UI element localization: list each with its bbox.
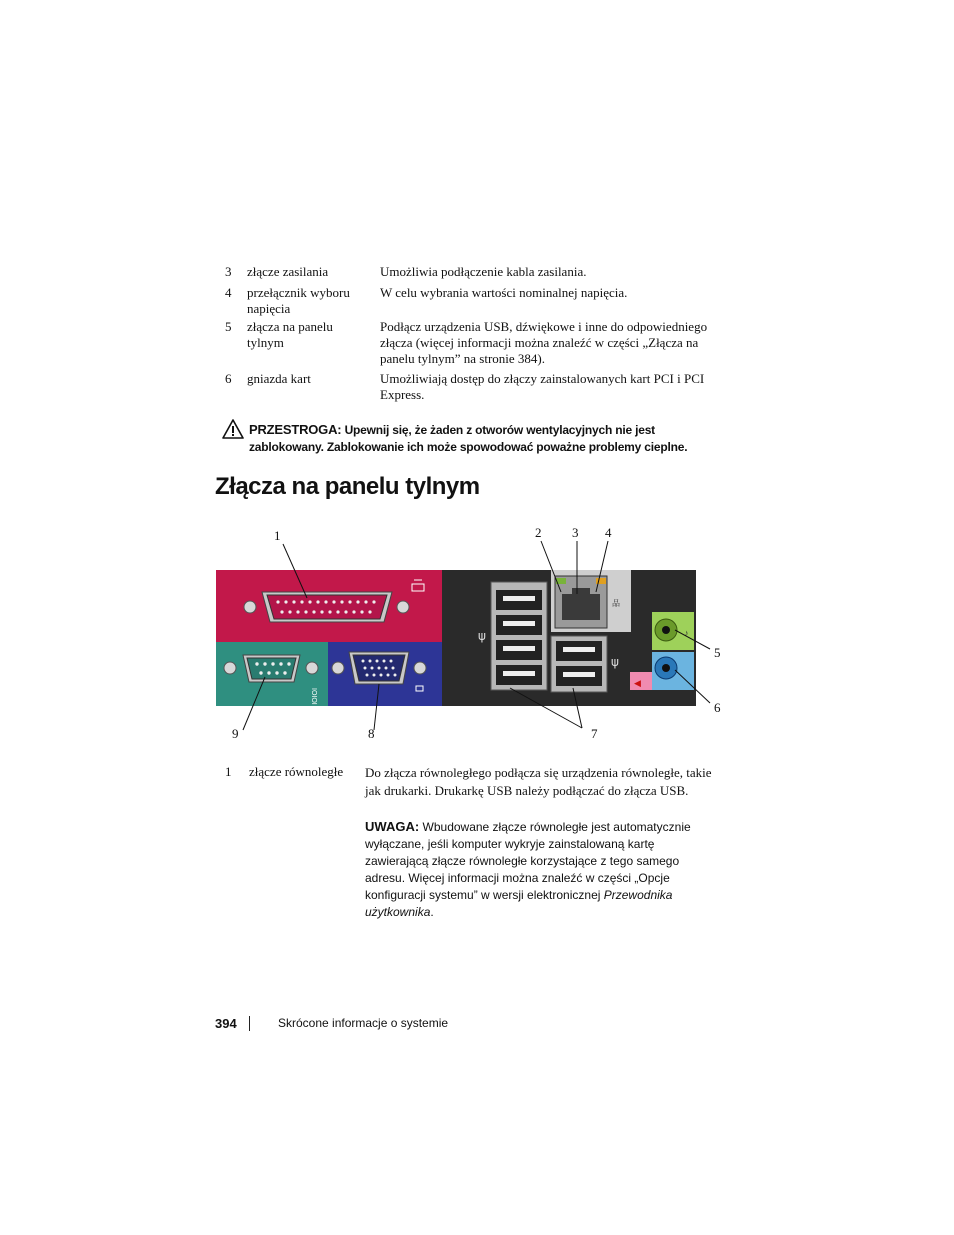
- callout-5: 5: [714, 645, 721, 660]
- row-number: 4: [225, 285, 232, 300]
- row-number: 3: [225, 264, 232, 279]
- row-name: złącze zasilania: [247, 264, 329, 279]
- note-end: .: [430, 905, 434, 919]
- network-port: [555, 576, 607, 628]
- callout-2: 2: [535, 525, 542, 540]
- callout-1: 1: [274, 528, 281, 543]
- network-icon: 品: [612, 599, 620, 608]
- page-number: 394: [215, 1016, 237, 1031]
- note-block: [365, 818, 720, 921]
- row-description: Podłącz urządzenia USB, dźwiękowe i inne do odpowiedniego złącza (więcej informacji można znaleźć w części „Złącza na panelu tylnym” na stronie 384).: [380, 319, 708, 366]
- callout-6: 6: [714, 700, 721, 715]
- row-name: przełącznik wyboru napięcia: [247, 285, 350, 316]
- row-name: złącza na panelu tylnym: [247, 319, 333, 350]
- callout-9: 9: [232, 726, 239, 741]
- note-label: UWAGA:: [365, 819, 420, 834]
- note-italic-text: Przewodnika użytkownika: [365, 888, 673, 919]
- microphone-icon: ◀: [634, 678, 641, 688]
- footer-title: Skrócone informacje o systemie: [278, 1016, 449, 1030]
- row-description: Do złącza równoległego podłącza się urządzenia równoległe, takie jak drukarki. Drukarkę USB należy podłączać do złącza USB.: [365, 765, 712, 798]
- usb-stack-right: [551, 636, 607, 692]
- caution-label: PRZESTROGA:: [249, 422, 342, 437]
- section-heading: Złącza na panelu tylnym: [215, 473, 480, 500]
- usb-stack-left: [491, 582, 547, 690]
- row-number: 1: [225, 764, 232, 779]
- usb-icon: ψ: [478, 629, 486, 643]
- callout-7: 7: [591, 726, 598, 741]
- row-number: 5: [225, 319, 232, 334]
- caution-text: Upewnij się, że żaden z otworów wentylacyjnych nie jest zablokowany. Zablokowanie ich może spowodować poważne problemy cieplne.: [249, 423, 688, 454]
- row-name: złącze równoległe: [249, 764, 344, 779]
- callout-8: 8: [368, 726, 375, 741]
- callout-3: 3: [572, 525, 579, 540]
- callout-4: 4: [605, 525, 612, 540]
- row-description: Umożliwiają dostęp do złączy zainstalowanych kart PCI i PCI Express.: [380, 371, 705, 402]
- row-description: W celu wybrania wartości nominalnej napięcia.: [380, 285, 628, 300]
- usb-icon: ψ: [611, 655, 619, 669]
- row-description: Umożliwia podłączenie kabla zasilania.: [380, 264, 587, 279]
- parallel-port: [244, 592, 409, 622]
- footer-divider: [249, 1016, 250, 1031]
- speaker-icon: ♪: [684, 628, 689, 638]
- note-text: Wbudowane złącze równoległe jest automatycznie wyłączane, jeśli komputer wykryje zainstalowaną kartę zawierającą złącze równoległe korzystające z tego samego adresu. Więcej informacji można znaleźć w części „Opcje konfiguracji systemu” w wersji elektronicznej: [365, 820, 691, 902]
- row-number: 6: [225, 371, 232, 386]
- serial-glyph: IOIOI: [310, 688, 317, 705]
- row-name: gniazda kart: [247, 371, 311, 386]
